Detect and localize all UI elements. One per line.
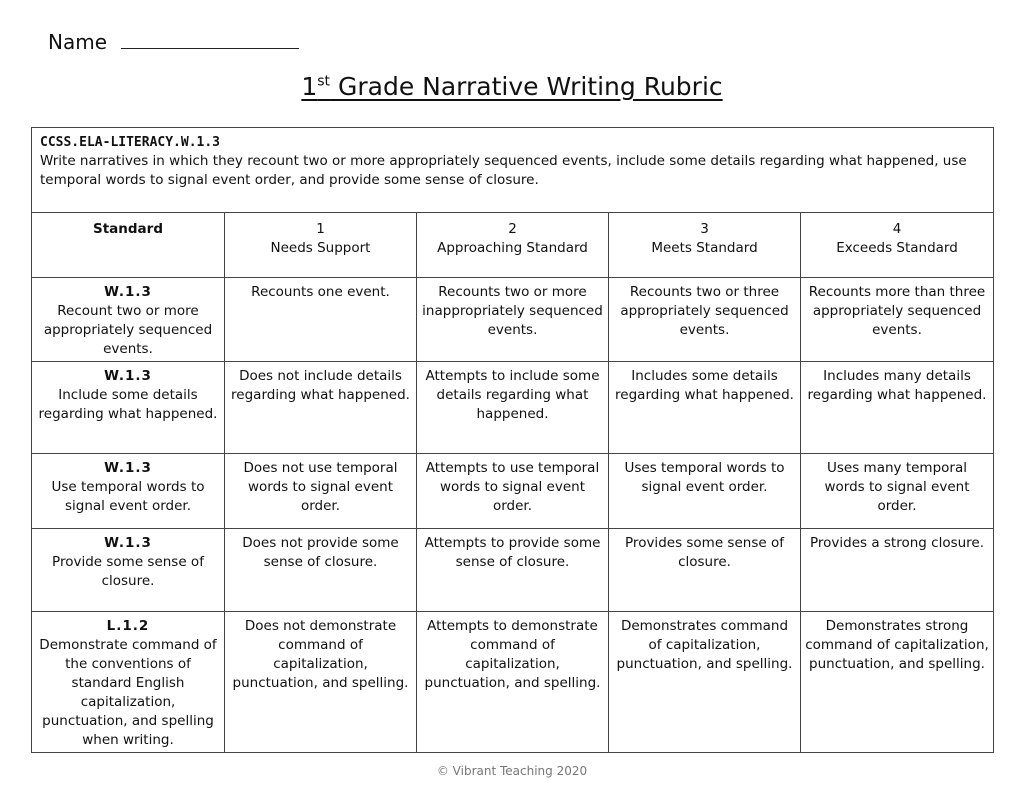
rubric-cell: Recounts more than three appropriately sequenced events. <box>801 278 994 362</box>
row-code: W.1.3 <box>104 535 152 551</box>
rubric-table <box>31 127 994 753</box>
rubric-cell: Recounts one event. <box>225 278 417 362</box>
row-standard <box>32 362 225 454</box>
level-score: 2 <box>508 221 517 237</box>
standard-description-cell <box>32 128 994 213</box>
table-row <box>32 529 994 612</box>
copyright-notice: © Vibrant Teaching 2020 <box>436 764 588 778</box>
row-standard-text: Recount two or more appropriately sequenced events. <box>43 303 213 357</box>
row-standard <box>32 278 225 362</box>
name-label: Name <box>48 30 108 54</box>
table-row <box>32 454 994 529</box>
level-label: Needs Support <box>270 240 371 256</box>
row-standard-text: Demonstrate command of the conventions of standard English capitalization, punctuation, and spelling when writing. <box>39 637 217 748</box>
row-standard-text: Use temporal words to signal event order. <box>51 479 205 514</box>
rubric-cell: Recounts two or more inappropriately sequenced events. <box>417 278 609 362</box>
rubric-cell: Attempts to include some details regarding what happened. <box>417 362 609 454</box>
rubric-cell: Provides some sense of closure. <box>609 529 801 612</box>
standard-description: Write narratives in which they recount two or more appropriately sequenced events, include some details regarding what happened, use temporal words to signal event order, and provide some sense of closure. <box>40 153 967 188</box>
level-score: 1 <box>316 221 325 237</box>
standard-header: Standard <box>32 213 225 278</box>
title-grade-number: 1 <box>301 72 318 101</box>
level-header-1 <box>225 213 417 278</box>
rubric-cell: Includes some details regarding what happened. <box>609 362 801 454</box>
rubric-cell: Demonstrates strong command of capitalization, punctuation, and spelling. <box>801 612 994 753</box>
header-row <box>32 213 994 278</box>
rubric-cell: Uses many temporal words to signal event order. <box>801 454 994 529</box>
row-code: W.1.3 <box>104 368 152 384</box>
page-title <box>0 72 1024 101</box>
rubric-cell: Provides a strong closure. <box>801 529 994 612</box>
rubric-cell: Includes many details regarding what happened. <box>801 362 994 454</box>
rubric-cell: Recounts two or three appropriately sequenced events. <box>609 278 801 362</box>
rubric-cell: Does not include details regarding what happened. <box>225 362 417 454</box>
rubric-cell: Attempts to use temporal words to signal event order. <box>417 454 609 529</box>
level-header-4 <box>801 213 994 278</box>
row-code: W.1.3 <box>104 460 152 476</box>
row-code: W.1.3 <box>104 284 152 300</box>
row-code: L.1.2 <box>106 618 150 634</box>
standard-description-row <box>32 128 994 213</box>
row-standard <box>32 454 225 529</box>
row-standard-text: Provide some sense of closure. <box>52 554 204 589</box>
table-row <box>32 612 994 753</box>
title-superscript: st <box>317 73 331 90</box>
rubric-cell: Does not use temporal words to signal event order. <box>225 454 417 529</box>
rubric-cell: Does not provide some sense of closure. <box>225 529 417 612</box>
level-label: Meets Standard <box>651 240 758 256</box>
level-score: 3 <box>700 221 709 237</box>
level-header-2 <box>417 213 609 278</box>
rubric-cell: Uses temporal words to signal event order. <box>609 454 801 529</box>
row-standard-text: Include some details regarding what happened. <box>38 387 218 422</box>
standard-code: CCSS.ELA-LITERACY.W.1.3 <box>40 135 221 150</box>
level-label: Exceeds Standard <box>836 240 958 256</box>
title-text: Grade Narrative Writing Rubric <box>330 72 723 101</box>
rubric-cell: Attempts to demonstrate command of capitalization, punctuation, and spelling. <box>417 612 609 753</box>
name-field <box>48 30 299 54</box>
level-label: Approaching Standard <box>437 240 588 256</box>
level-score: 4 <box>892 221 902 237</box>
level-header-3 <box>609 213 801 278</box>
table-row <box>32 362 994 454</box>
row-standard <box>32 612 225 753</box>
name-blank-line <box>121 30 299 49</box>
row-standard <box>32 529 225 612</box>
table-row <box>32 278 994 362</box>
rubric-cell: Attempts to provide some sense of closure. <box>417 529 609 612</box>
rubric-cell: Demonstrates command of capitalization, punctuation, and spelling. <box>609 612 801 753</box>
rubric-cell: Does not demonstrate command of capitalization, punctuation, and spelling. <box>225 612 417 753</box>
